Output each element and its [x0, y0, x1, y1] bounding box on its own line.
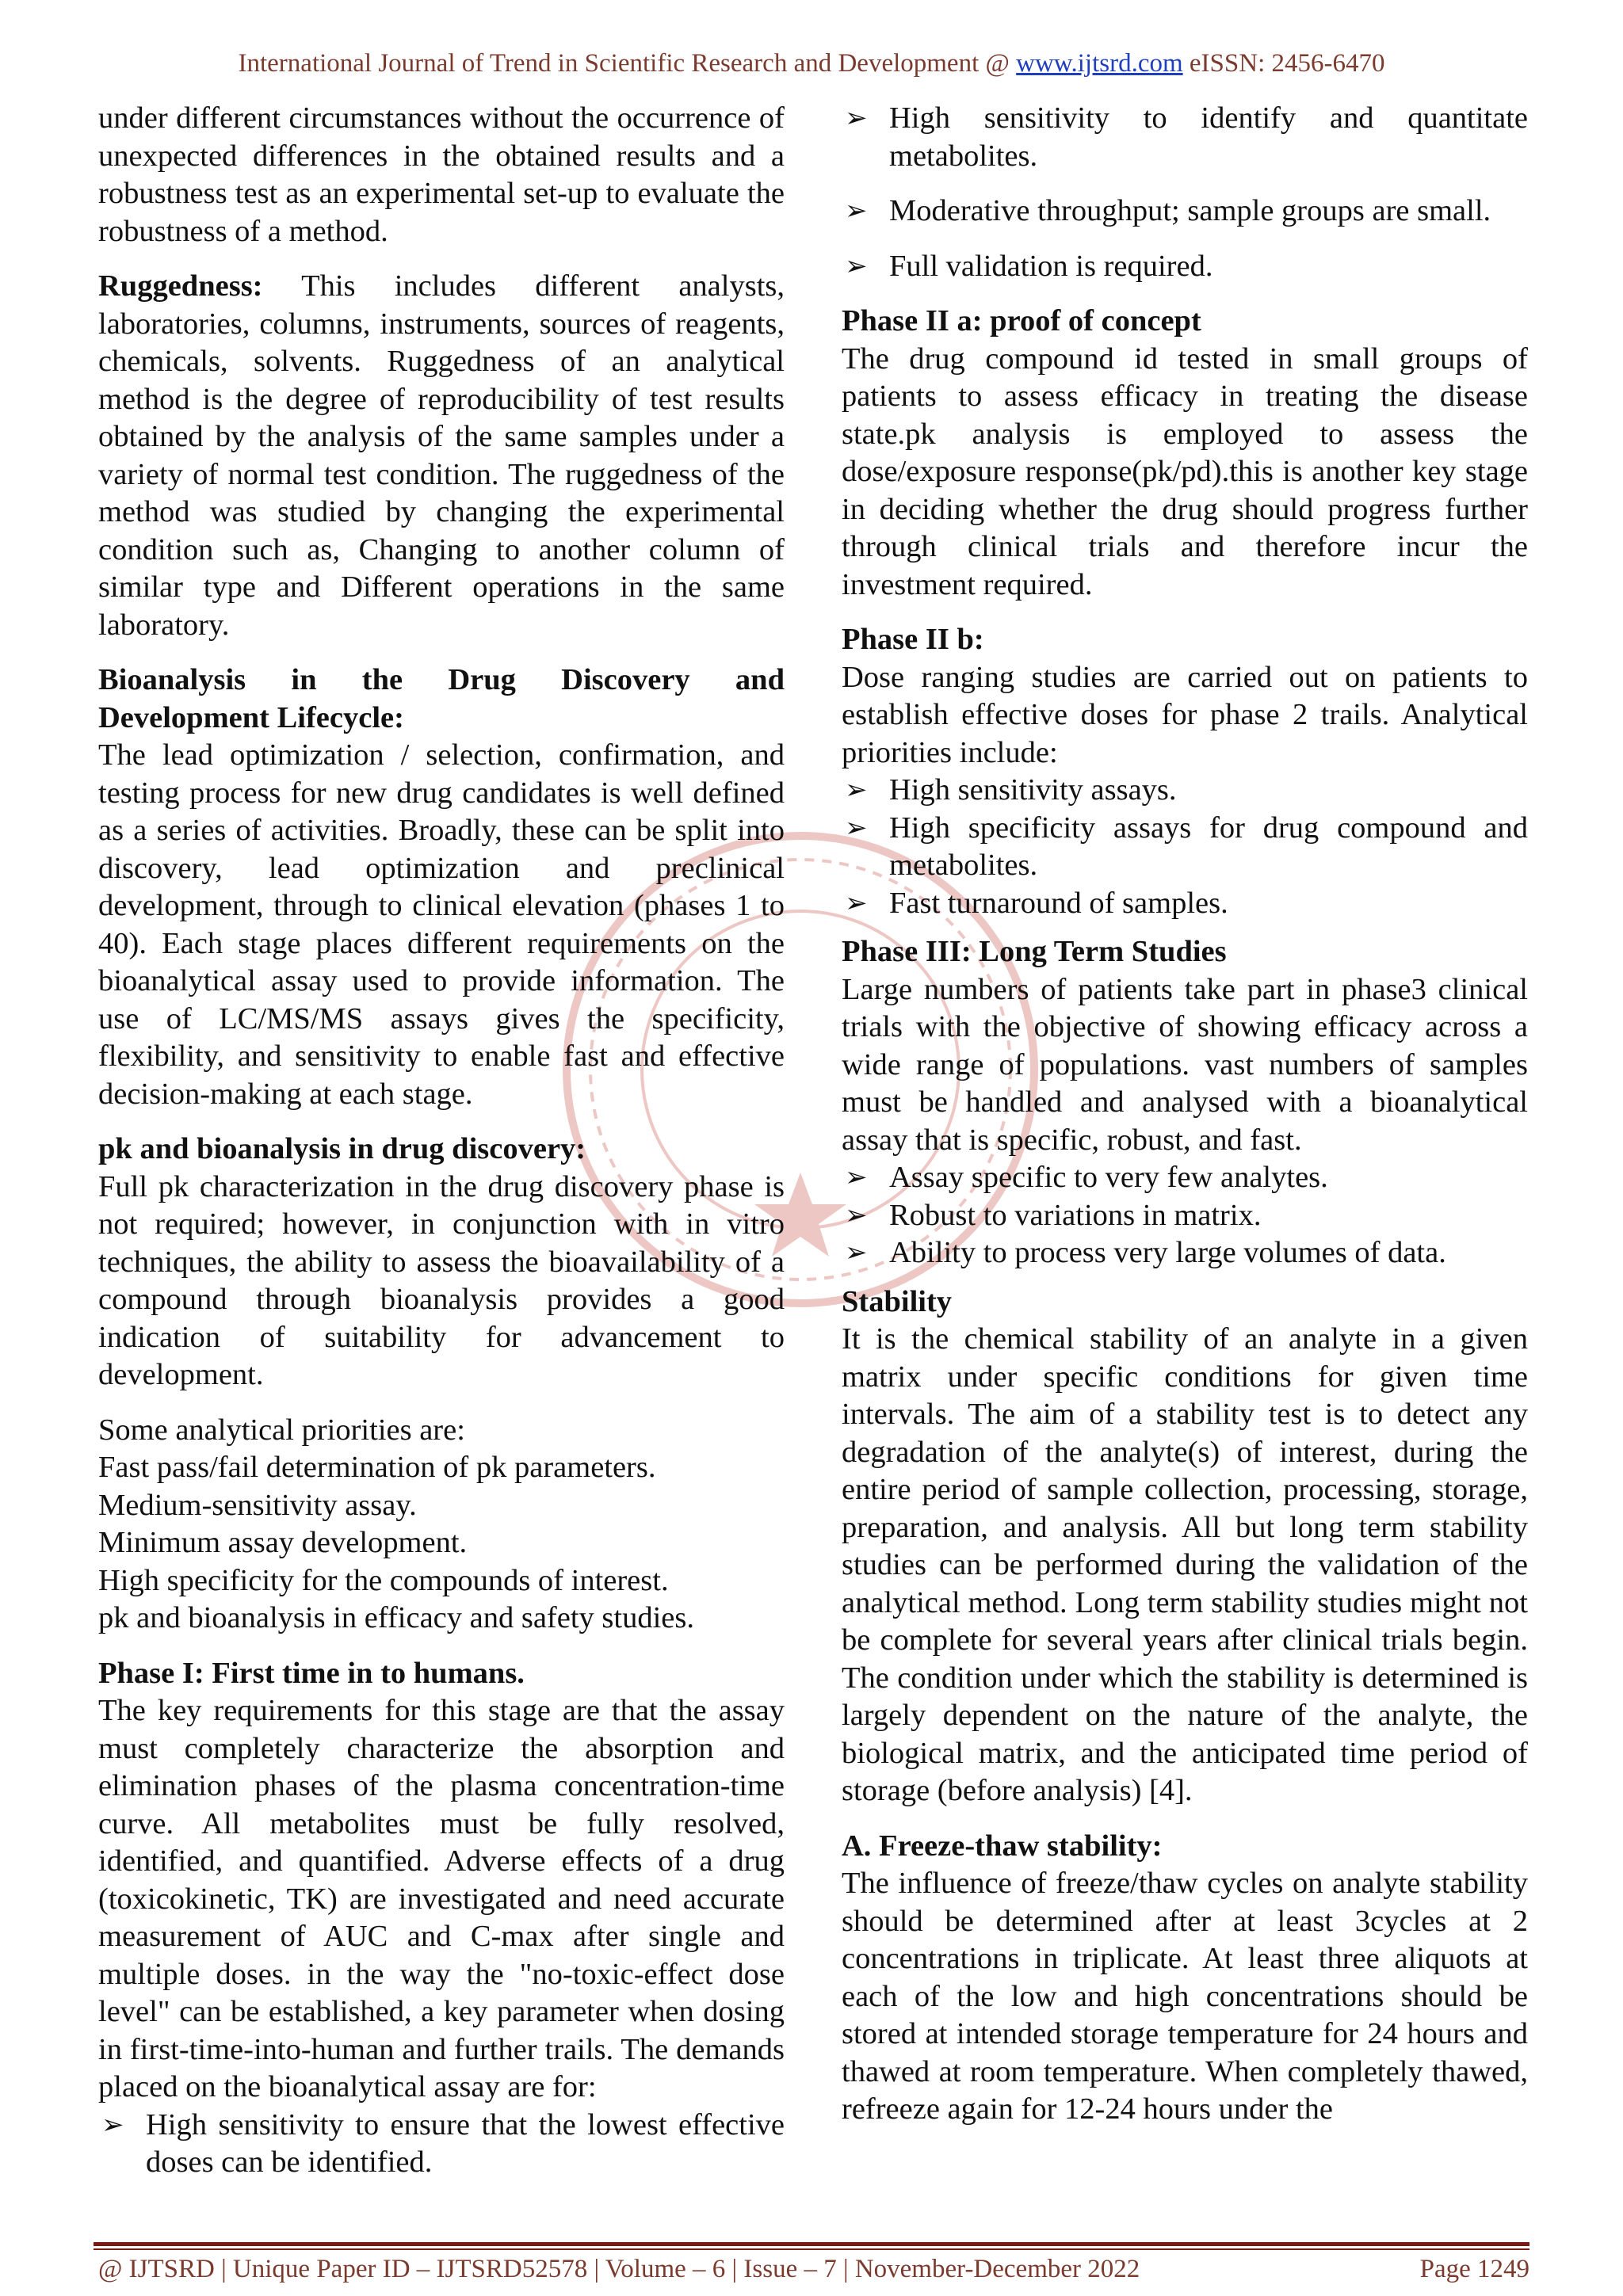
ruggedness-paragraph: [98, 268, 785, 644]
phase-2a-paragraph: The drug compound id tested in small groups of patients to assess efficacy in treating the disease state.pk analysis is employed to assess the dose/exposure response(pk/pd).this is another key stage in deciding whether the drug should progress further through clinical trials and therefore incur the investment required.: [842, 341, 1528, 601]
left-column: [98, 100, 785, 2199]
ruggedness-text: This includes different analysts, laboratories, columns, instruments, sources of reagents, chemicals, solvents. Ruggedness of an analytical method is the degree of reproducibility of test results obtained by the analysis of the same samples under a variety of normal test condition. The ruggedness of the method was studied by changing the experimental condition such as, Changing to another column of similar type and Different operations in the same laboratory.: [98, 269, 785, 642]
footer-rule: [94, 2242, 1529, 2246]
priorities-list: [98, 1412, 785, 1638]
phase-3-paragraph: Large numbers of patients take part in phase3 clinical trials with the objective of showing efficacy across a wide range of populations. vast numbers of samples must be handled and analysed with a bioanalytical assay that is specific, robust, and fast.: [842, 972, 1528, 1157]
phase-2b-bullets: [842, 772, 1528, 922]
intro-paragraph: under different circumstances without the occurrence of unexpected differences in the obtained results and a robustness test as an experimental set-up to evaluate the robustness of a method.: [98, 101, 785, 248]
list-item: ➢ High sensitivity to ensure that the lowest effective doses can be identified.: [101, 2107, 785, 2179]
arrow-bullet-icon: ➢: [845, 813, 868, 843]
issn: eISSN: 2456-6470: [1189, 49, 1385, 78]
list-item: Minimum assay development.: [98, 1526, 468, 1559]
footer-info: @ IJTSRD | Unique Paper ID – IJTSRD52578 | Volume – 6 | Issue – 7 | November-December 2022: [98, 2255, 1140, 2283]
heading-bioanalysis: Bioanalysis in the Drug Discovery and: [98, 663, 785, 696]
list-item: ➢ Assay specific to very few analytes.: [842, 1159, 1528, 1197]
journal-url-link[interactable]: www.ijtsrd.com: [1016, 49, 1183, 78]
heading-phase-2a: Phase II a: proof of concept: [842, 304, 1201, 338]
arrow-bullet-icon: ➢: [845, 776, 868, 805]
ruggedness-label: Ruggedness:: [98, 269, 263, 303]
list-item: pk and bioanalysis in efficacy and safety studies.: [98, 1601, 694, 1634]
phase-1-paragraph: The key requirements for this stage are that the assay must completely characterize the absorption and elimination phases of the plasma concentration-time curve. All metabolites must be fully resolved, identified, and quantified. Adverse effects of a drug (toxicokinetic, TK) are investigated and need accurate measurement of AUC and C-max after single and multiple doses. in the way the "no-toxic-effect dose level" can be established, a key parameter when dosing in first-time-into-human and further trails. The demands placed on the bioanalytical assay are for:: [98, 1694, 785, 2103]
arrow-bullet-icon: ➢: [845, 888, 868, 918]
right-column: [842, 100, 1528, 2129]
bioanalysis-paragraph: The lead optimization / selection, confirmation, and testing process for new drug candidates is well defined as a series of activities. Broadly, these can be split into discovery, lead optimization and preclinical development, through to clinical elevation (phases 1 to 40). Each stage places different requirements on the bioanalytical assay used to provide information. The use of LC/MS/MS assays gives the specificity, flexibility, and sensitivity to enable fast and effective decision-making at each stage.: [98, 738, 785, 1111]
list-item: High specificity for the compounds of interest.: [98, 1563, 669, 1597]
freeze-thaw-paragraph: The influence of freeze/thaw cycles on analyte stability should be determined after at least 3cycles at 2 concentrations in triplicate. At least three aliquots at each of the low and high concentrations should be stored at intended storage temperature for 24 hours and thawed at room temperature. When completely thawed, refreeze again for 12-24 hours under the: [842, 1867, 1528, 2126]
list-item: ➢ Moderative throughput; sample groups are small.: [842, 193, 1528, 231]
heading-freeze-thaw: A. Freeze-thaw stability:: [842, 1829, 1163, 1863]
journal-title: International Journal of Trend in Scientific Research and Development @: [238, 49, 1010, 78]
list-item: ➢ High specificity assays for drug compound and metabolites.: [845, 810, 1528, 882]
phase-2b-paragraph: Dose ranging studies are carried out on patients to establish effective doses for phase 2 trails. Analytical priorities include:: [842, 660, 1528, 769]
arrow-bullet-icon: ➢: [845, 1163, 868, 1192]
list-item: ➢ Fast turnaround of samples.: [842, 885, 1528, 923]
list-item: ➢ High sensitivity assays.: [842, 772, 1528, 810]
arrow-bullet-icon: ➢: [845, 104, 868, 133]
heading-pk-discovery: pk and bioanalysis in drug discovery:: [98, 1132, 586, 1165]
heading-stability: Stability: [842, 1284, 953, 1318]
list-item: ➢ High sensitivity to identify and quantitate metabolites.: [845, 101, 1528, 173]
heading-phase-1: Phase I: First time in to humans.: [98, 1656, 525, 1690]
list-item: Some analytical priorities are:: [98, 1413, 465, 1447]
arrow-bullet-icon: ➢: [101, 2110, 124, 2140]
phase-1-bullets: [98, 2107, 785, 2182]
arrow-bullet-icon: ➢: [845, 251, 868, 281]
pk-discovery-paragraph: Full pk characterization in the drug discovery phase is not required; however, in conjunction with in vitro techniques, the ability to assess the bioavailability of a compound through bioanalysis provides a good indication of suitability for advancement to development.: [98, 1169, 785, 1391]
arrow-bullet-icon: ➢: [845, 1238, 868, 1268]
list-item: ➢ Full validation is required.: [842, 248, 1528, 286]
running-footer: [98, 2255, 1529, 2284]
list-item: ➢ Robust to variations in matrix.: [842, 1197, 1528, 1235]
heading-phase-2b: Phase II b:: [842, 623, 984, 656]
stability-paragraph: It is the chemical stability of an analyte in a given matrix under specific conditions for given time intervals. The aim of a stability test is to detect any degradation of the analyte(s) of interest, during the entire period of sample collection, processing, storage, preparation, and analysis. All but long term stability studies can be performed during the validation of the analytical method. Long term stability studies might not be complete for several years after clinical trials begin. The condition under which the stability is determined is largely dependent on the nature of the analyte, the biological matrix, and the anticipated time period of storage (before analysis) [4].: [842, 1322, 1528, 1807]
phase-3-bullets: [842, 1159, 1528, 1272]
arrow-bullet-icon: ➢: [845, 1200, 868, 1230]
heading-bioanalysis-line2: Development Lifecycle:: [98, 700, 404, 734]
page-number: Page 1249: [1419, 2255, 1529, 2283]
list-item: Fast pass/fail determination of pk parameters.: [98, 1451, 656, 1484]
phase-1-bullets-continued: [842, 100, 1528, 285]
running-header: [0, 49, 1623, 78]
footer-rule-thin: [94, 2248, 1529, 2250]
heading-phase-3: Phase III: Long Term Studies: [842, 935, 1227, 968]
list-item: ➢ Ability to process very large volumes of data.: [842, 1234, 1528, 1272]
arrow-bullet-icon: ➢: [845, 196, 868, 226]
list-item: Medium-sensitivity assay.: [98, 1488, 417, 1522]
